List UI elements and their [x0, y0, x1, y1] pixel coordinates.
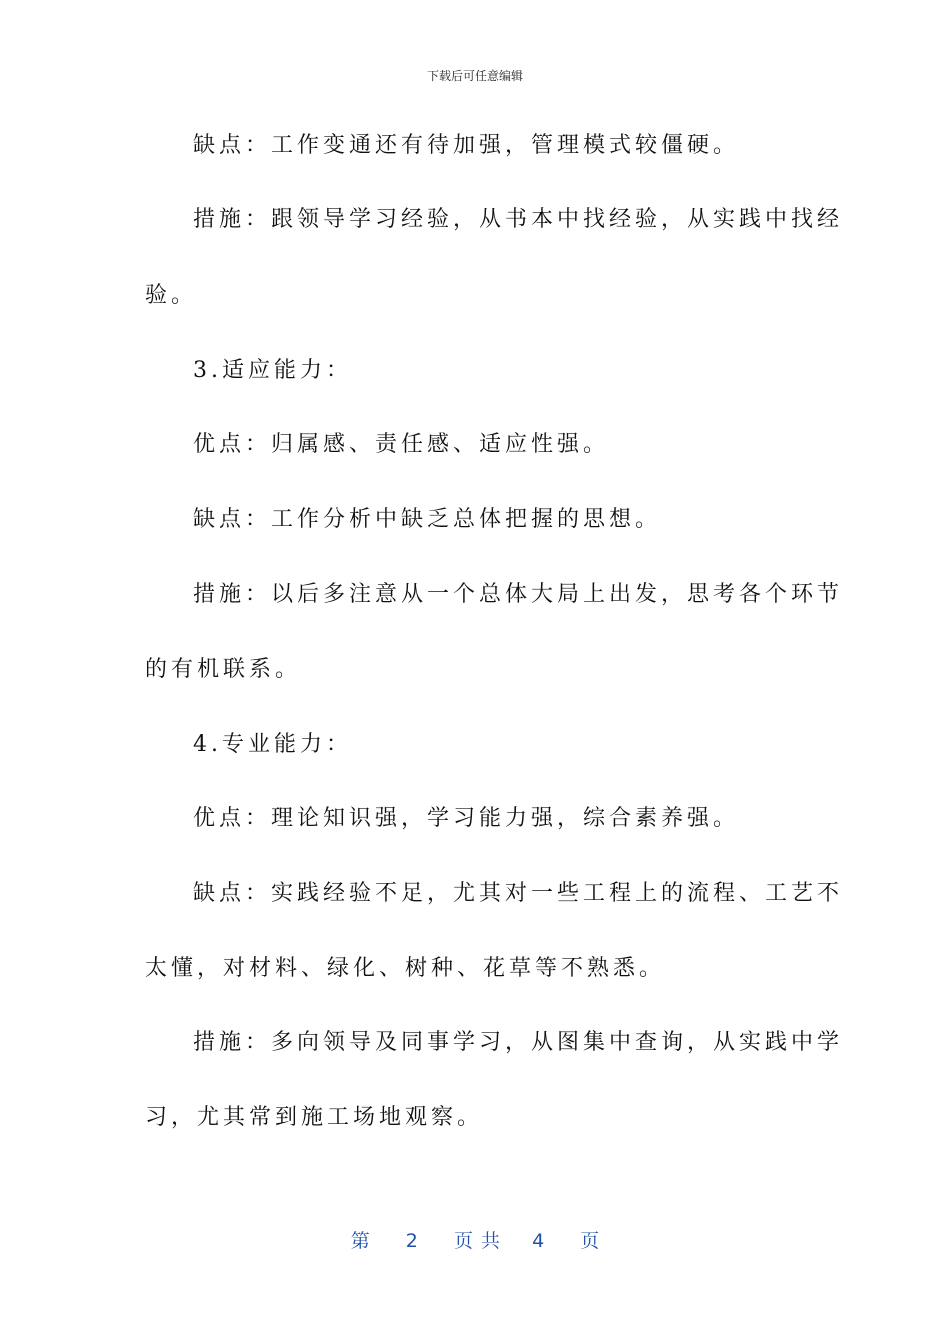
- section-heading: 4.专业能力：: [193, 732, 352, 757]
- text-line: 缺点：工作变通还有待加强，管理模式较僵硬。: [193, 133, 740, 158]
- page-suffix: 页: [580, 1230, 600, 1252]
- text-line: 的有机联系。: [145, 657, 302, 682]
- text-line: 措施：多向领导及同事学习，从图集中查询，从实践中学: [193, 1030, 844, 1055]
- text-line: 验。: [145, 283, 198, 308]
- text-line: 措施：以后多注意从一个总体大局上出发，思考各个环节: [193, 582, 844, 607]
- page-number: 2: [405, 1230, 418, 1252]
- page-total: 4: [532, 1230, 545, 1252]
- text-line: 优点：归属感、责任感、适应性强。: [193, 432, 610, 457]
- text-line: 措施：跟领导学习经验，从书本中找经验，从实践中找经: [193, 207, 844, 232]
- text-line: 太懂，对材料、绿化、树种、花草等不熟悉。: [145, 956, 666, 981]
- page-mid: 页共: [453, 1230, 508, 1252]
- text-line: 习，尤其常到施工场地观察。: [145, 1105, 484, 1130]
- page-footer: [0, 1226, 950, 1253]
- text-line: 优点：理论知识强，学习能力强，综合素养强。: [193, 806, 740, 831]
- text-line: 缺点：工作分析中缺乏总体把握的思想。: [193, 507, 662, 532]
- page-header: 下载后可任意编辑: [426, 69, 523, 83]
- page-prefix: 第: [350, 1230, 370, 1252]
- text-line: 缺点：实践经验不足，尤其对一些工程上的流程、工艺不: [193, 881, 844, 906]
- section-heading: 3.适应能力：: [193, 358, 352, 383]
